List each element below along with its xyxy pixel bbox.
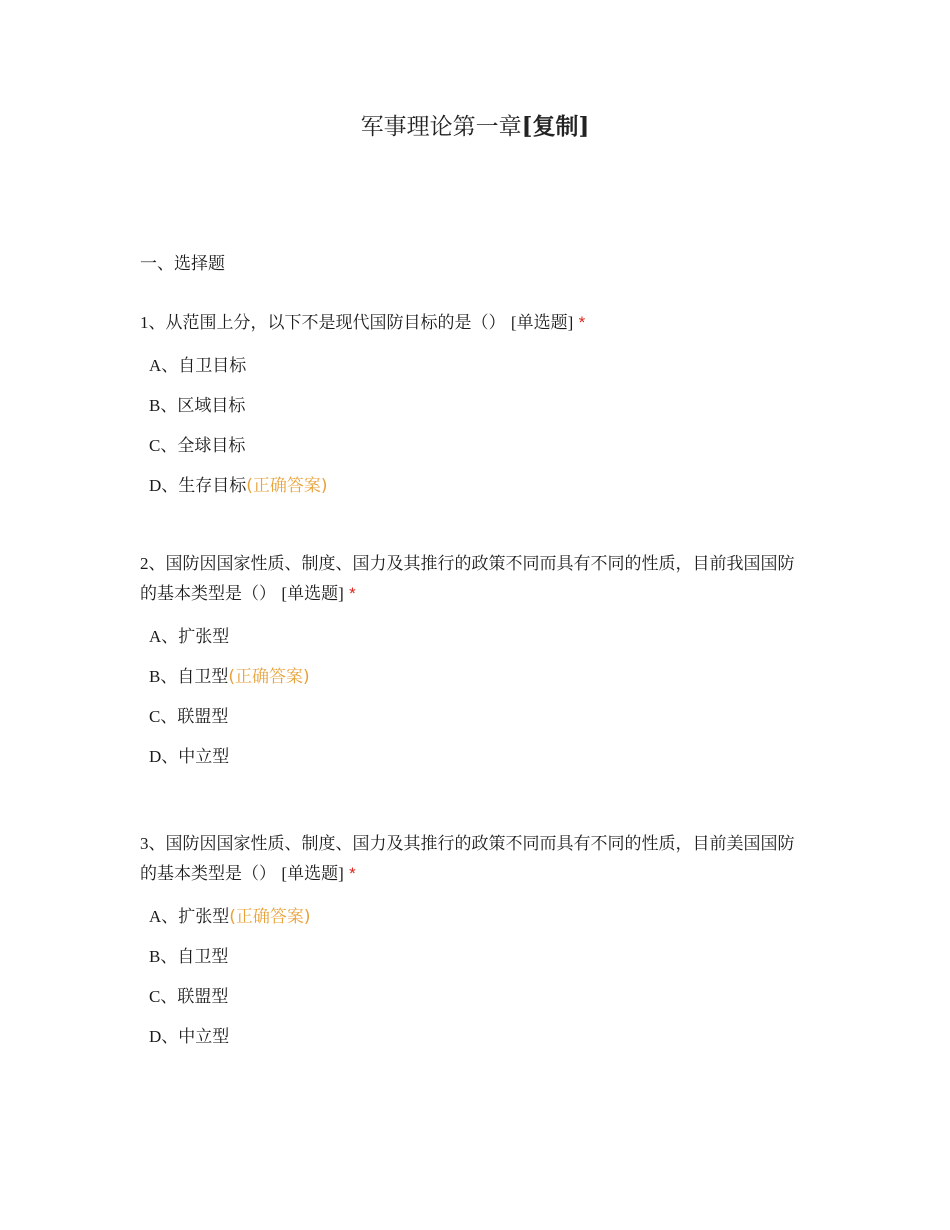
option-letter: A、 (149, 907, 179, 926)
option-letter: C、 (149, 436, 178, 455)
option-b (149, 937, 810, 977)
option-letter: B、 (149, 667, 178, 686)
correct-answer-marker: (正确答案) (229, 907, 311, 927)
section-heading: 一、选择题 (140, 254, 225, 274)
option-list (140, 346, 810, 506)
option-d (149, 737, 810, 777)
option-b (149, 657, 810, 697)
option-letter: C、 (149, 987, 178, 1006)
option-text: 生存目标 (178, 476, 247, 496)
question-number: 1、 (140, 313, 166, 332)
option-text: 中立型 (178, 1027, 230, 1047)
option-text: 全球目标 (177, 436, 246, 456)
required-mark: * (349, 584, 356, 603)
option-a (149, 346, 810, 386)
option-text: 联盟型 (177, 707, 229, 727)
option-c (149, 977, 810, 1017)
question-body: 国防因国家性质、制度、国力及其推行的政策不同而具有不同的性质，目前美国国防的基本类型是（） (140, 834, 795, 884)
option-text: 扩张型 (178, 907, 230, 927)
question-number: 2、 (140, 554, 166, 573)
option-letter: D、 (149, 476, 179, 495)
question-text (140, 829, 810, 889)
option-d (149, 1017, 810, 1057)
question-type-label: [单选题] (281, 584, 344, 603)
required-mark: * (349, 864, 356, 883)
option-b (149, 386, 810, 426)
option-c (149, 697, 810, 737)
question-text (140, 549, 810, 609)
option-text: 自卫型 (177, 667, 229, 687)
question-text (140, 308, 810, 338)
option-text: 自卫目标 (178, 356, 247, 376)
option-letter: C、 (149, 707, 178, 726)
option-list (140, 617, 810, 777)
document-title-main: 军事理论第一章 (360, 114, 522, 140)
correct-answer-marker: (正确答案) (228, 667, 310, 687)
option-a (149, 617, 810, 657)
option-letter: A、 (149, 627, 179, 646)
option-letter: B、 (149, 947, 178, 966)
question-body: 从范围上分，以下不是现代国防目标的是（） (165, 313, 506, 333)
document-title-suffix: [复制] (521, 113, 590, 140)
question-2 (140, 549, 810, 777)
correct-answer-marker: (正确答案) (246, 476, 328, 496)
option-text: 区域目标 (177, 396, 246, 416)
option-list (140, 897, 810, 1057)
question-body: 国防因国家性质、制度、国力及其推行的政策不同而具有不同的性质，目前我国国防的基本类型是（） (140, 554, 795, 604)
question-type-label: [单选题] (281, 864, 344, 883)
option-letter: A、 (149, 356, 179, 375)
question-number: 3、 (140, 834, 166, 853)
document-title (0, 110, 950, 144)
option-c (149, 426, 810, 466)
option-text: 自卫型 (177, 947, 229, 967)
option-a (149, 897, 810, 937)
option-letter: B、 (149, 396, 178, 415)
option-text: 联盟型 (177, 987, 229, 1007)
option-text: 中立型 (178, 747, 230, 767)
required-mark: * (578, 313, 586, 332)
option-d (149, 466, 810, 506)
question-3 (140, 829, 810, 1057)
option-letter: D、 (149, 1027, 179, 1046)
question-type-label: [单选题] (510, 313, 574, 332)
option-letter: D、 (149, 747, 179, 766)
question-1 (140, 308, 810, 506)
option-text: 扩张型 (178, 627, 230, 647)
